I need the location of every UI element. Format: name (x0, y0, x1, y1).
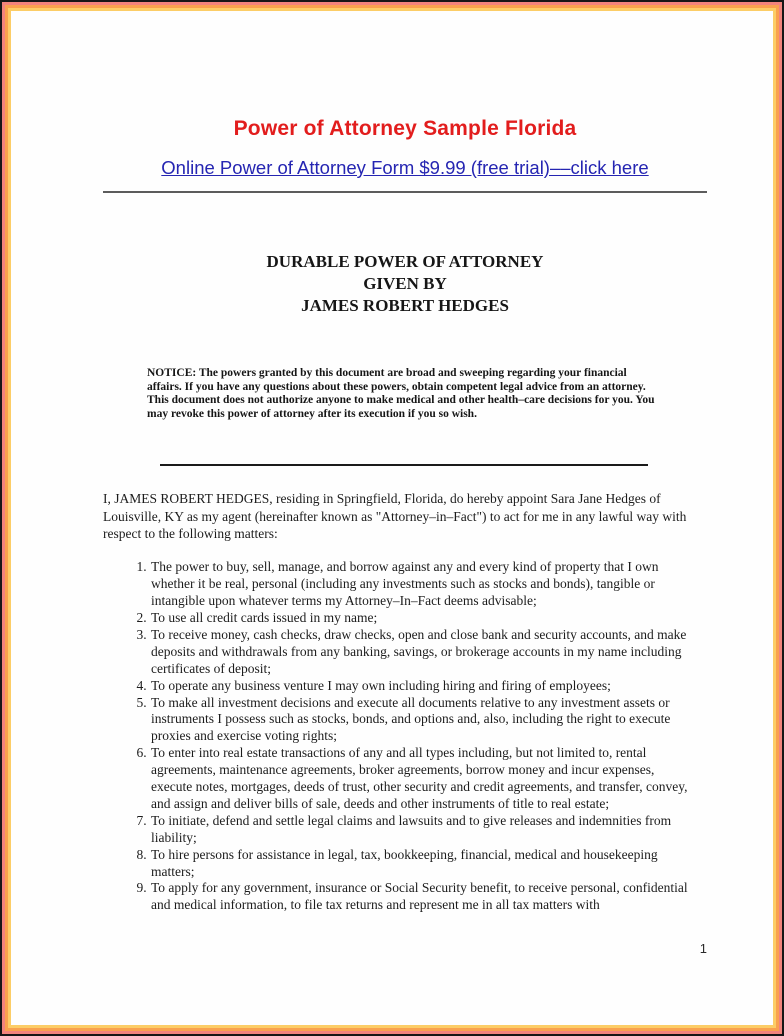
list-item: 5. To make all investment decisions and execute all documents relative to any investment assets or instruments I possess such as stocks, bonds, and options and, also, including the right to execute proxies and exercise voting rights; (150, 695, 691, 746)
header-link-row (103, 157, 707, 179)
document-heading (103, 251, 707, 317)
list-item: 4. To operate any business venture I may own including hiring and firing of employees; (150, 678, 691, 695)
list-item: 3. To receive money, cash checks, draw checks, open and close bank and security accounts, and make deposits and withdrawals from any banking, savings, or brokerage accounts in my name including certificates of deposit; (150, 627, 691, 678)
list-item: 8. To hire persons for assistance in legal, tax, bookkeeping, financial, medical and housekeeping matters; (150, 847, 691, 881)
page-title: Power of Attorney Sample Florida (233, 117, 577, 140)
document-heading-line-3: JAMES ROBERT HEDGES (301, 296, 509, 315)
document-heading-line-1: DURABLE POWER OF ATTORNEY (266, 252, 544, 271)
list-item: 6. To enter into real estate transactions of any and all types including, but not limited to, rental agreements, maintenance agreements, broker agreements, borrow money and incur expenses, execute notes, mortgages, deeds of trust, other security and credit agreements, and transfer, convey, and assign and deliver bills of sale, deeds and other instruments of title to real estate; (150, 745, 691, 813)
document-heading-line-2: GIVEN BY (363, 274, 447, 293)
section-divider (160, 464, 648, 466)
header-divider (103, 191, 707, 193)
powers-list (103, 559, 691, 914)
intro-paragraph: I, JAMES ROBERT HEDGES, residing in Springfield, Florida, do hereby appoint Sara Jane Hedges of Louisville, KY as my agent (hereinafter known as "Attorney–in–Fact") to act for me in any lawful way with respect to the following matters: (103, 491, 687, 541)
list-item: 7. To initiate, defend and settle legal claims and lawsuits and to give releases and indemnities from liability; (150, 813, 691, 847)
notice-paragraph: NOTICE: The powers granted by this document are broad and sweeping regarding your financial affairs. If you have any questions about these powers, obtain competent legal advice from an attorney. This document does not authorize anyone to make medical and other health–care decisions for you. You may revoke this power of attorney after its execution if you so wish. (147, 367, 655, 420)
list-item: 1. The power to buy, sell, manage, and borrow against any and every kind of property that I own whether it be real, personal (including any investments such as stocks and bonds), tangible or intangible upon whatever terms my Attorney–In–Fact deems advisable; (150, 559, 691, 610)
poa-form-link[interactable]: Online Power of Attorney Form $9.99 (free trial)––click here (161, 157, 649, 178)
list-item: 9. To apply for any government, insurance or Social Security benefit, to receive personal, confidential and medical information, to file tax returns and represent me in all tax matters with (150, 880, 691, 914)
page-number: 1 (699, 941, 707, 956)
list-item: 2. To use all credit cards issued in my name; (150, 610, 691, 627)
page-content (103, 0, 707, 1036)
